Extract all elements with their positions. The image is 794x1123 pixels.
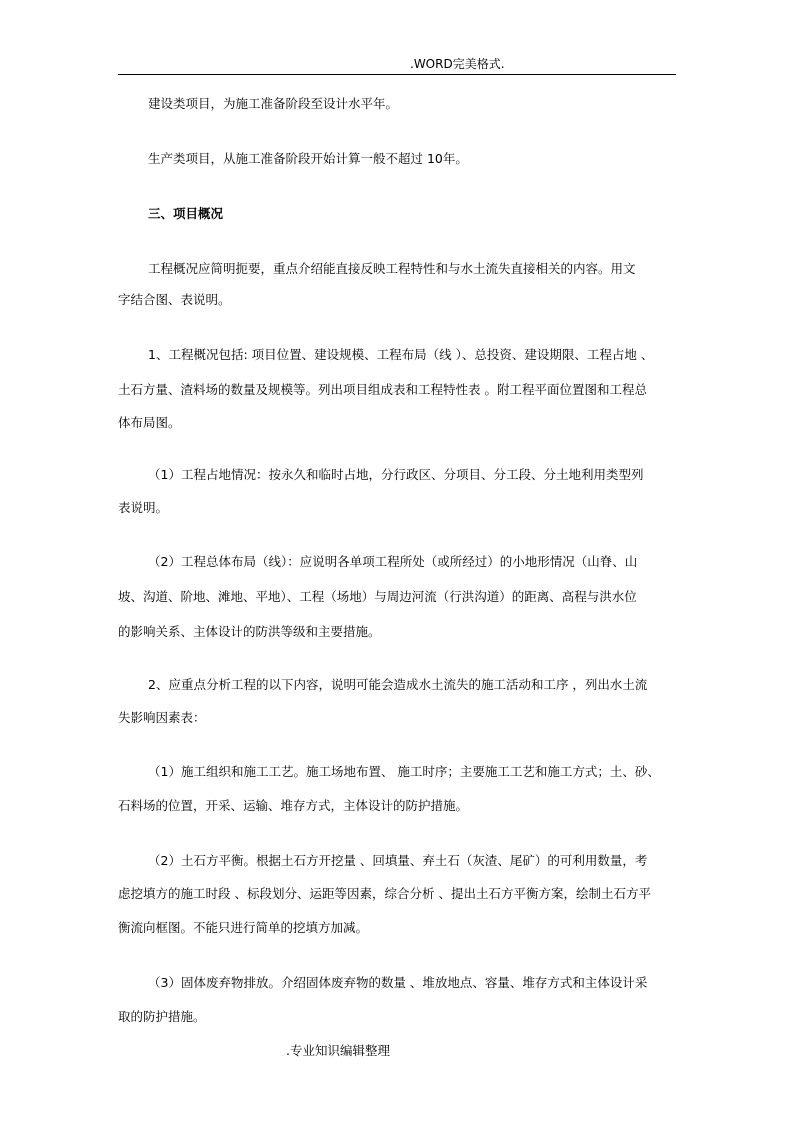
text-line: 2、应重点分析工程的以下内容，说明可能会造成水土流失的施工活动和工序 ，列出水土流 [148, 677, 648, 692]
text-line: 取的防护措施。 [118, 1009, 206, 1024]
text-line: 虑挖填方的施工时段 、标段划分、运距等因素，综合分析 、提出土石方平衡方案，绘制土石方平 [118, 886, 651, 901]
section-heading: 三、项目概况 [148, 206, 224, 221]
text-line: 表说明。 [118, 500, 169, 515]
text-line: 坡、沟道、阶地、滩地、平地）、工程（场地）与周边河流（行洪沟道）的距离、高程与洪水位 [118, 589, 637, 604]
text-line: 土石方量、渣料场的数量及规模等。列出项目组成表和工程特性表 。附工程平面位置图和工程总 [118, 382, 647, 397]
text-line: （2）工程总体布局（线）：应说明各单项工程所处（或所经过）的小地形情况（山脊、山 [148, 554, 638, 569]
text-line: 建设类项目，为施工准备阶段至设计水平年。 [148, 96, 399, 111]
text-line: 石料场的位置，开采、运输、堆存方式，主体设计的防护措施。 [118, 798, 469, 813]
text-line: 1、工程概况包括: 项目位置、建设规模、工程布局（线 ）、总投资、建设期限、工程占地 、 [148, 347, 654, 362]
text-line: 工程概况应简明扼要，重点介绍能直接反映工程特性和与水土流失直接相关的内容。用文 [148, 261, 636, 276]
text-line: 失影响因素表： [118, 710, 206, 725]
text-line: （1）施工组织和施工工艺。施工场地布置、 施工时序；主要施工工艺和施工方式；土、砂、 [148, 764, 660, 779]
text-line: （2）土石方平衡。根据土石方开挖量 、回填量、弃土石（灰渣、尾矿）的可利用数量，考 [148, 853, 648, 868]
text-line: 衡流向框图。不能只进行简单的挖填方加减。 [118, 920, 369, 935]
page-footer: .专业知识编辑整理 [286, 1043, 390, 1058]
text-line: 生产类项目，从施工准备阶段开始计算一般不超过 10年。 [148, 151, 468, 166]
text-line: （3）固体废弃物排放。介绍固体废弃物的数量 、堆放地点、容量、堆存方式和主体设计采 [148, 975, 648, 990]
page-header: .WORD完美格式. [410, 57, 505, 71]
text-line: 字结合图、表说明。 [118, 292, 231, 307]
text-line: 的影响关系、主体设计的防洪等级和主要措施。 [118, 624, 381, 639]
text-line: （1）工程占地情况：按永久和临时占地，分行政区、分项目、分工段、分土地利用类型列 [148, 467, 644, 482]
text-line: 体布局图。 [118, 415, 181, 430]
header-rule [118, 74, 676, 75]
